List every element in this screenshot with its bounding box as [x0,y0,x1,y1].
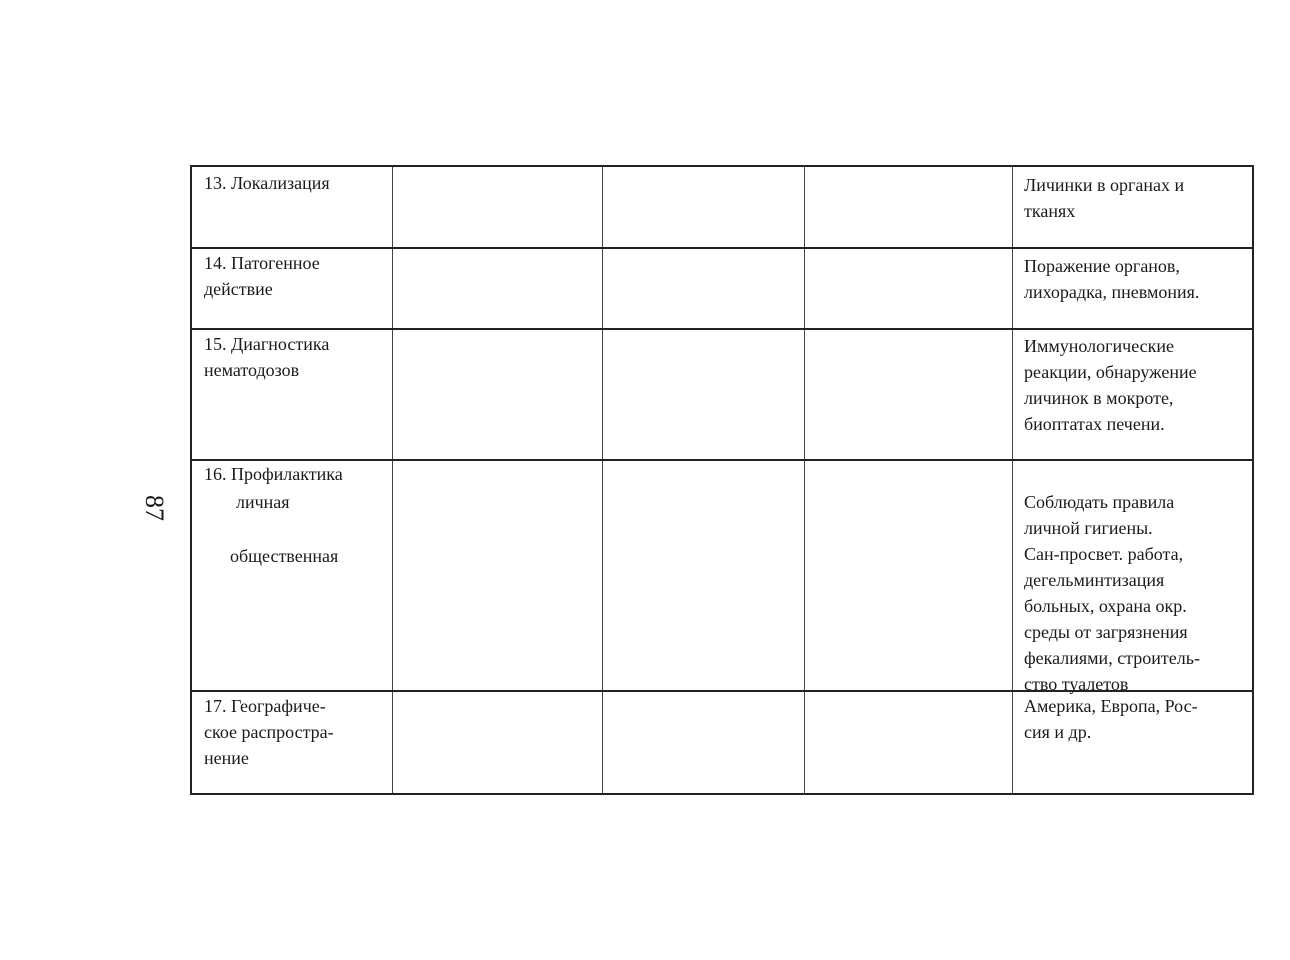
row-divider [192,247,1252,249]
row-value-localization: Личинки в органах и тканях [1024,175,1185,221]
column-divider [392,167,393,793]
row-value-prophylaxis: Соблюдать правила личной гигиены. Сан-просвет. работа, дегельминтизация больных, охрана окр. среды от загрязнения фекалиями, строитель- ство туалетов [1024,492,1200,694]
row-divider [192,328,1252,330]
row-label-localization: 13. Локализация [204,173,330,193]
column-divider [602,167,603,793]
row-value-pathogenic-action: Поражение органов, лихорадка, пневмония. [1024,256,1200,302]
row-sublabel-public: общественная [230,546,339,566]
row-value-diagnostics: Иммунологические реакции, обнаружение личинок в мокроте, биоптатах печени. [1024,336,1197,434]
row-label-diagnostics: 15. Диагностика нематодозов [204,334,330,380]
column-divider [1012,167,1013,793]
row-value-geography: Америка, Европа, Рос- сия и др. [1024,696,1198,742]
row-label-geography: 17. Географиче- ское распростра- нение [204,696,334,768]
row-label-pathogenic-action: 14. Патогенное действие [204,253,320,299]
column-divider [804,167,805,793]
data-table [190,165,1254,795]
row-label-prophylaxis: 16. Профилактика [204,464,343,484]
page-number: 87 [140,495,169,521]
row-sublabel-personal: личная [236,492,290,512]
